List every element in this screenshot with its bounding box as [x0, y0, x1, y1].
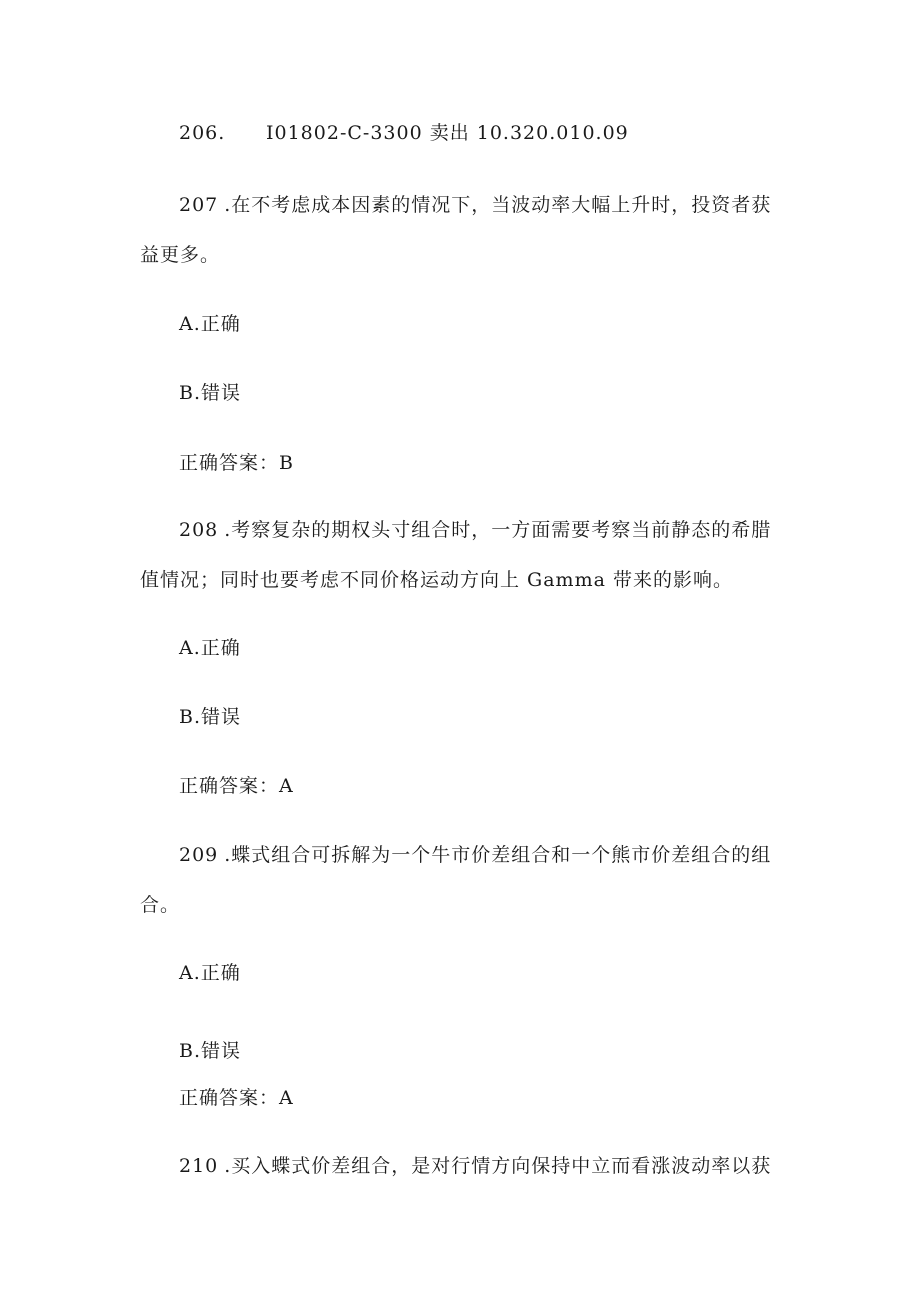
question-207-answer: 正确答案：B — [179, 452, 294, 474]
question-210-text: .买入蝶式价差组合，是对行情方向保持中立而看涨波动率以获 — [224, 1155, 772, 1177]
question-207-text: .在不考虑成本因素的情况下，当波动率大幅上升时，投资者获 — [224, 194, 772, 216]
question-206-text: I01802-C-3300 卖出 10.320.010.09 — [266, 122, 629, 144]
question-209-line2: 合。 — [140, 894, 181, 916]
question-208-option-a: A.正确 — [179, 637, 241, 659]
question-208-answer: 正确答案：A — [179, 775, 294, 797]
question-206-number: 206. — [179, 122, 226, 144]
question-209-option-a: A.正确 — [179, 962, 241, 984]
question-208-line1 — [179, 518, 771, 542]
question-207-line1 — [179, 193, 771, 217]
question-209-option-b: B.错误 — [179, 1040, 242, 1062]
question-209-answer: 正确答案：A — [179, 1087, 294, 1109]
question-208-option-b: B.错误 — [179, 706, 242, 728]
question-209-line1 — [179, 843, 771, 867]
question-208-text: .考察复杂的期权头寸组合时，一方面需要考察当前静态的希腊 — [224, 519, 772, 541]
question-207-option-a: A.正确 — [179, 313, 241, 335]
question-210-number: 210 — [179, 1155, 219, 1177]
question-209-text: .蝶式组合可拆解为一个牛市价差组合和一个熊市价差组合的组 — [224, 844, 772, 866]
question-208-line2: 值情况；同时也要考虑不同价格运动方向上 Gamma 带来的影响。 — [140, 569, 733, 591]
question-207-number: 207 — [179, 194, 219, 216]
question-208-number: 208 — [179, 519, 219, 541]
question-210-line1 — [179, 1154, 771, 1178]
question-209-number: 209 — [179, 844, 219, 866]
question-207-line2: 益更多。 — [140, 244, 221, 266]
question-207-option-b: B.错误 — [179, 382, 242, 404]
